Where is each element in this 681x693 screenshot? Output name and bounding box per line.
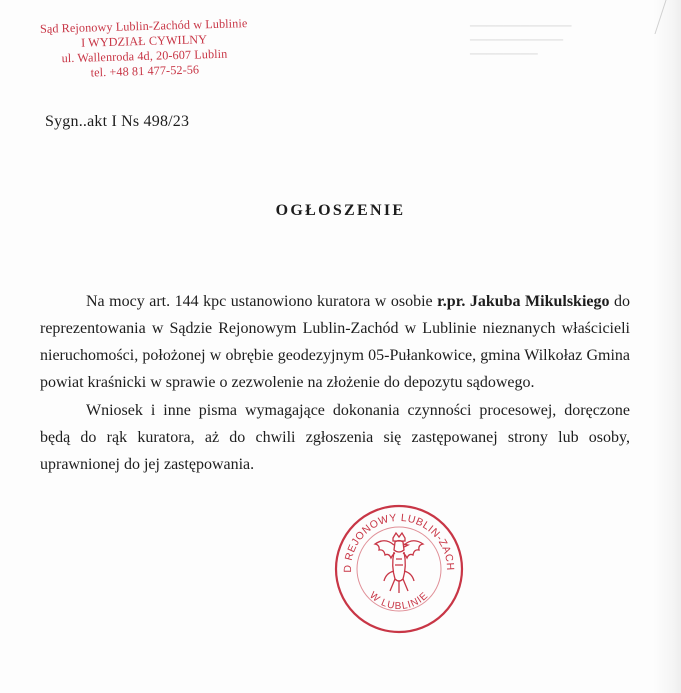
stamp-address: ul. Wallenroda 4d, 20-607 Lublin [61,46,228,66]
seal-bottom-text: W LUBLINIE [367,589,431,613]
document-title: OGŁOSZENIE [275,202,406,219]
case-signature: Sygn..akt I Ns 498/23 [45,113,190,130]
eagle-emblem-icon [375,533,423,593]
seal-outer-ring [336,506,462,632]
seal-graphic [328,494,465,635]
paragraph1-text-after: do reprezentowania w Sądzie Rejonowym Lublin-Zachód w Lublinie nieznanych właścicieli nieruchomości, położonej w obrębie geodezyjnym 05-Pułankowice, gmina Wilkołaz Gmina powiat kraśnicki w sprawie o zezwolenie na złożenie do depozytu sądowego. [40,293,631,391]
paragraph1-text-before: Na mocy art. 144 kpc ustanowiono kuratora w osobie [86,293,438,310]
curator-name: r.pr. Jakuba Mikulskiego [437,293,610,310]
bleed-through-text: ▁▁▁▁▁▁▁▁▁▁▁▁ ▁▁▁▁▁▁▁▁▁▁▁ ▁▁▁▁▁▁▁▁ [470,15,572,55]
stamp-court-name: Sąd Rejonowy Lublin-Zachód w Lublinie [39,16,248,36]
document-body [40,288,630,478]
stamp-phone: tel. +48 81 477-52-56 [90,62,200,80]
page-edge-shadow [653,0,681,693]
seal-top-text: SĄD REJONOWY LUBLIN-ZACHÓD [328,494,457,573]
court-seal [328,494,465,635]
stamp-division: I WYDZIAŁ CYWILNY [80,32,208,50]
court-header-stamp [36,16,253,82]
paragraph-documents-delivery: Wniosek i inne pisma wymagające dokonania czynności procesowej, doręczone będą do rąk kuratora, aż do chwili zgłoszenia się zastępowanej strony lub osoby, uprawnionej do jej zastępowania. [40,402,630,473]
paragraph-curator-appointment [40,288,630,396]
